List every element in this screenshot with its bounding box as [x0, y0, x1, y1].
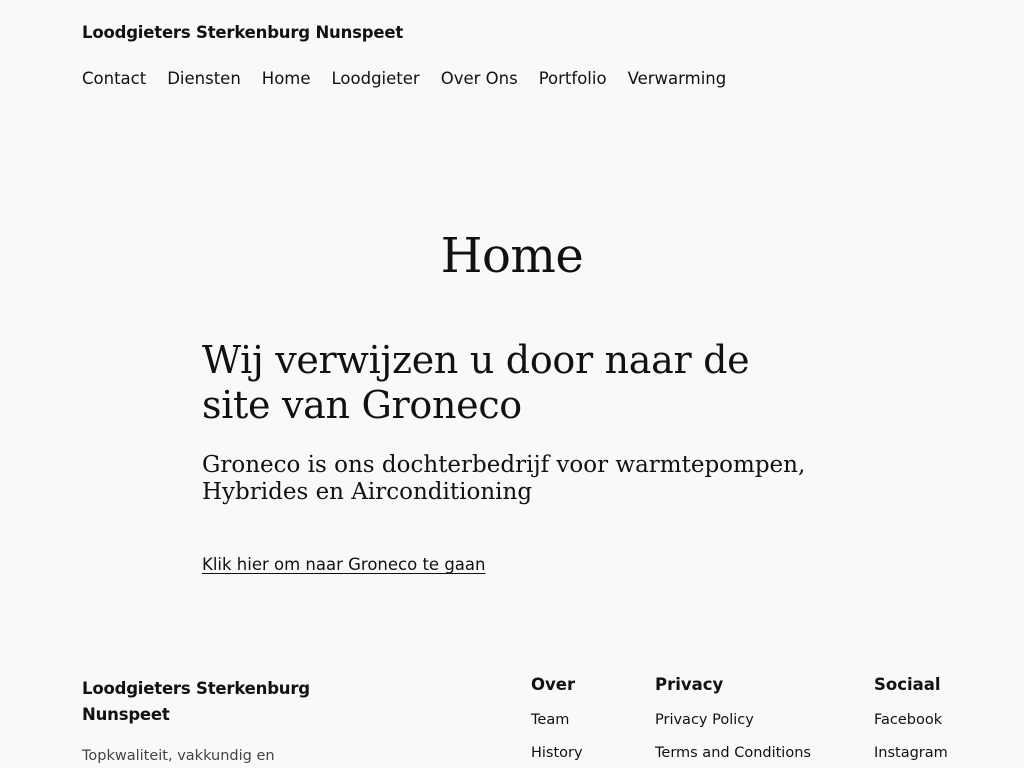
footer-tagline: Topkwaliteit, vakkundig en [82, 748, 275, 764]
footer-link-privacy-policy[interactable]: Privacy Policy [655, 712, 754, 728]
footer-column-heading: Privacy [655, 675, 724, 694]
footer-brand[interactable]: Loodgieters Sterkenburg Nunspeet [82, 679, 310, 724]
footer-link-terms[interactable]: Terms and Conditions [655, 745, 811, 761]
site-title[interactable]: Loodgieters Sterkenburg Nunspeet [82, 23, 404, 42]
nav-item-verwarming[interactable]: Verwarming [627, 69, 727, 88]
nav-item-portfolio[interactable]: Portfolio [538, 69, 607, 88]
footer-column-privacy [655, 675, 811, 761]
footer-link-team[interactable]: Team [531, 712, 570, 728]
redirect-subheading: Groneco is ons dochterbedrijf voor warmtepompen, Hybrides en Airconditioning [202, 452, 806, 505]
groneco-link[interactable]: Klik hier om naar Groneco te gaan [202, 555, 486, 574]
content-block [202, 338, 822, 574]
nav-item-over-ons[interactable]: Over Ons [440, 69, 518, 88]
main-nav [82, 69, 726, 88]
footer-column-heading: Over [531, 675, 576, 694]
nav-item-diensten[interactable]: Diensten [167, 69, 241, 88]
footer-column-over [531, 675, 583, 761]
nav-item-loodgieter[interactable]: Loodgieter [331, 69, 420, 88]
footer-column-sociaal [874, 675, 948, 761]
nav-item-home[interactable]: Home [261, 69, 311, 88]
nav-item-contact[interactable]: Contact [82, 69, 147, 88]
footer-link-instagram[interactable]: Instagram [874, 745, 948, 761]
footer-link-history[interactable]: History [531, 745, 583, 761]
footer-link-facebook[interactable]: Facebook [874, 712, 943, 728]
page-title: Home [440, 228, 584, 284]
footer-column-heading: Sociaal [874, 675, 941, 694]
redirect-heading: Wij verwijzen u door naar de site van Groneco [202, 338, 750, 427]
